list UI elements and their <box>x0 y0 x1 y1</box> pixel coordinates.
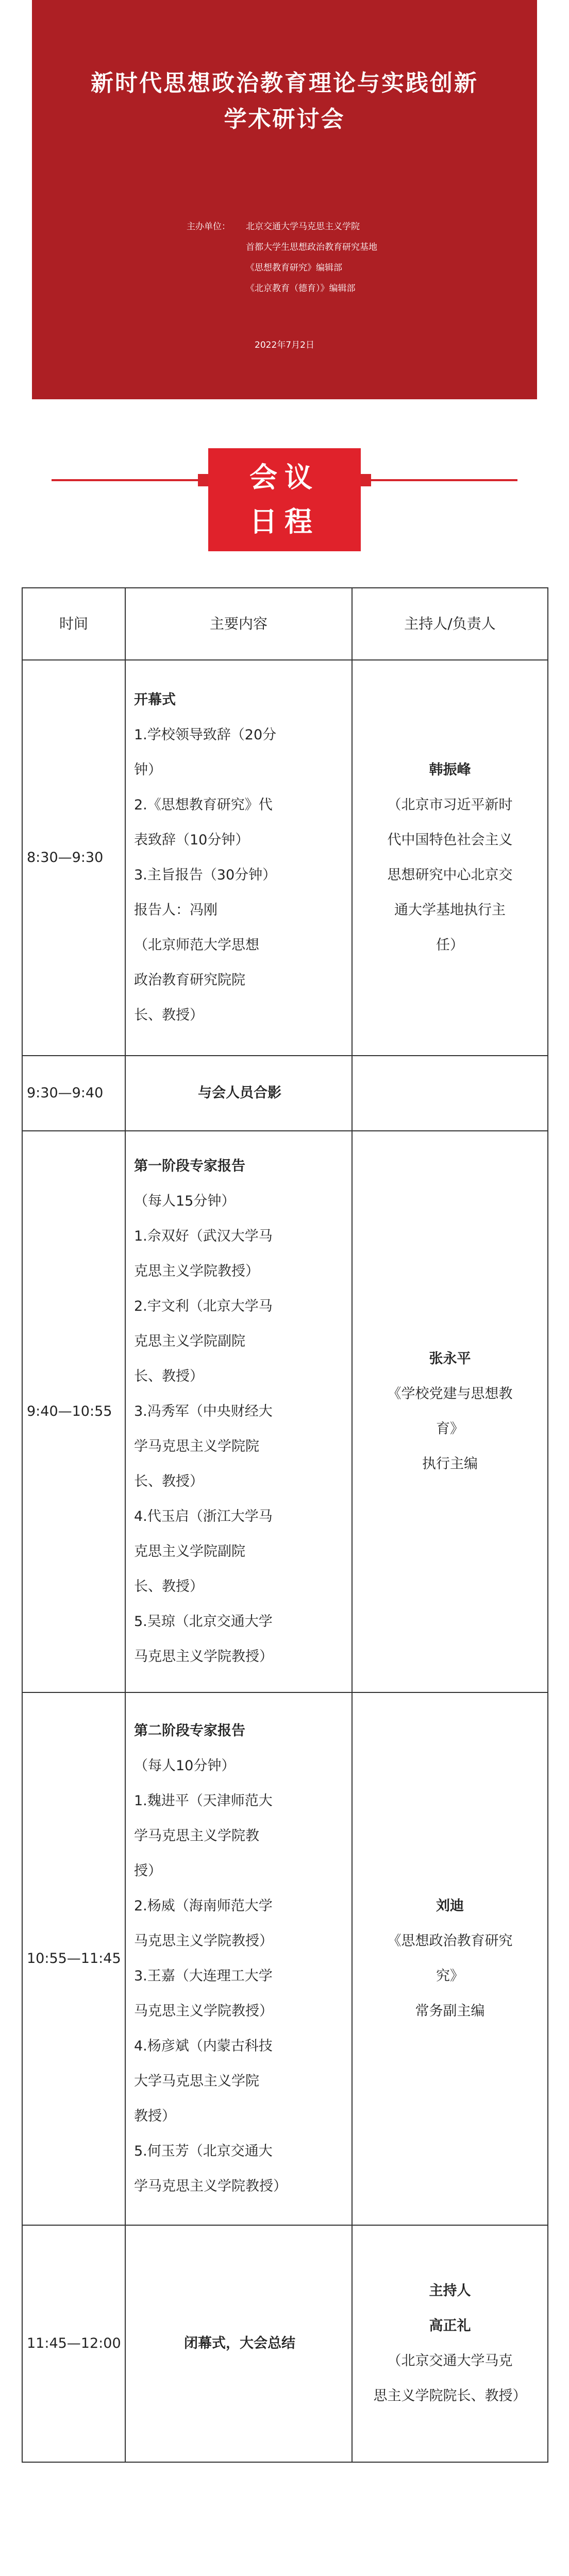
row-host <box>352 2225 548 2462</box>
cell-line: 通大学基地执行主 <box>394 902 506 918</box>
column-header-time: 时间 <box>22 588 125 660</box>
column-header-content: 主要内容 <box>125 588 352 660</box>
cell-line: 2.宇文利（北京大学马 <box>134 1298 273 1314</box>
cell-line: 2.《思想教育研究》代 <box>134 797 273 813</box>
banner-title-line1: 新时代思想政治教育理论与实践创新 <box>91 70 478 96</box>
cell-line: 第二阶段专家报告 <box>134 1723 245 1739</box>
column-header-host: 主持人/负责人 <box>352 588 548 660</box>
organizer-item: 北京交通大学马克思主义学院 <box>246 222 360 232</box>
cell-line: 高正礼 <box>429 2318 471 2334</box>
row-content <box>125 660 352 1056</box>
cell-line: 克思主义学院副院 <box>134 1544 245 1560</box>
table-row <box>22 1131 548 1692</box>
table-header-row <box>22 588 548 660</box>
row-host <box>352 1131 548 1692</box>
cell-line: 3.冯秀军（中央财经大 <box>134 1403 273 1419</box>
row-content <box>125 2225 352 2462</box>
cell-line: 大学马克思主义学院 <box>134 2073 259 2089</box>
cell-line: 与会人员合影 <box>198 1085 281 1101</box>
table-row <box>22 1056 548 1131</box>
cell-line: 克思主义学院副院 <box>134 1333 245 1349</box>
row-time: 8:30—9:30 <box>22 660 125 1056</box>
cell-line: 2.杨威（海南师范大学 <box>134 1898 273 1914</box>
table-row <box>22 1692 548 2225</box>
schedule-table <box>22 587 548 2463</box>
cell-line: 教授） <box>134 2108 176 2124</box>
row-host <box>352 660 548 1056</box>
row-content <box>125 1131 352 1692</box>
row-time: 9:40—10:55 <box>22 1131 125 1692</box>
banner-date: 2022年7月2日 <box>255 340 314 350</box>
cell-line: 《思想政治教育研究 <box>387 1933 513 1949</box>
table-row <box>22 660 548 1056</box>
cell-line: 学马克思主义学院院 <box>134 1438 259 1454</box>
cell-line: 3.主旨报告（30分钟） <box>134 867 277 883</box>
cell-line: 4.杨彦斌（内蒙古科技 <box>134 2038 273 2054</box>
cell-line: 《学校党建与思想教 <box>387 1386 513 1402</box>
cell-line: 表致辞（10分钟） <box>134 832 249 848</box>
cell-line: 1.魏进平（天津师范大 <box>134 1793 273 1809</box>
cell-line: （每人15分钟） <box>134 1193 236 1209</box>
section-title-line2: 日程 <box>249 505 320 538</box>
decor-line-left <box>52 479 206 481</box>
section-title-line1: 会议 <box>249 461 320 494</box>
cell-line: 1.佘双好（武汉大学马 <box>134 1228 273 1244</box>
cell-line: 常务副主编 <box>415 2003 485 2019</box>
cell-line: 韩振峰 <box>429 762 471 778</box>
cell-line: （北京交通大学马克 <box>387 2353 513 2369</box>
cell-line: 政治教育研究院院 <box>134 972 245 988</box>
cell-line: （每人10分钟） <box>134 1758 236 1774</box>
cell-line: 4.代玉启（浙江大学马 <box>134 1509 273 1524</box>
row-time: 9:30—9:40 <box>22 1056 125 1131</box>
organizer-item: 《北京教育（德育）》编辑部 <box>246 283 356 294</box>
cell-line: 张永平 <box>429 1351 471 1367</box>
row-time: 11:45—12:00 <box>22 2225 125 2462</box>
cell-line: 1.学校领导致辞（20分 <box>134 727 277 743</box>
table-row <box>22 2225 548 2462</box>
banner-title-line2: 学术研讨会 <box>224 106 345 132</box>
cell-line: 刘迪 <box>436 1898 464 1914</box>
row-content <box>125 1692 352 2225</box>
cell-line: 执行主编 <box>422 1456 478 1472</box>
cell-line: （北京市习近平新时 <box>387 797 513 813</box>
cell-line: 开幕式 <box>134 692 176 708</box>
section-badge <box>208 448 361 551</box>
cell-line: 思主义学院院长、教授） <box>373 2388 527 2404</box>
organizer-list <box>187 216 496 299</box>
cell-line: 代中国特色社会主义 <box>387 832 513 848</box>
cell-line: 钟） <box>134 762 162 778</box>
cell-line: 思想研究中心北京交 <box>387 867 513 883</box>
cell-line: 马克思主义学院教授） <box>134 1649 273 1665</box>
organizer-label: 主办单位： <box>187 222 230 232</box>
cell-line: 马克思主义学院教授） <box>134 2003 273 2019</box>
cell-line: 学马克思主义学院教 <box>134 1828 259 1844</box>
cell-line: 3.王嘉（大连理工大学 <box>134 1968 273 1984</box>
cell-line: 闭幕式，大会总结 <box>184 2335 295 2351</box>
decor-line-right <box>363 479 517 481</box>
cell-line: 究》 <box>436 1968 464 1984</box>
cell-line: 报告人：冯刚 <box>134 902 217 918</box>
cell-line: 长、教授） <box>134 1007 204 1023</box>
cell-line: 学马克思主义学院教授） <box>134 2178 287 2194</box>
organizer-item: 《思想教育研究》编辑部 <box>246 263 342 273</box>
cell-line: 5.何玉芳（北京交通大 <box>134 2143 273 2159</box>
cell-line: 授） <box>134 1863 162 1879</box>
organizer-item: 首都大学生思想政治教育研究基地 <box>246 242 377 252</box>
cell-line: 克思主义学院教授） <box>134 1263 259 1279</box>
cell-line: 长、教授） <box>134 1368 204 1384</box>
section-header-schedule <box>0 448 569 551</box>
cell-line: 长、教授） <box>134 1579 204 1595</box>
cell-line: 任） <box>436 937 464 953</box>
cell-line: （北京师范大学思想 <box>134 937 259 953</box>
cell-line: 育》 <box>436 1421 464 1437</box>
cell-line: 第一阶段专家报告 <box>134 1158 245 1174</box>
header-banner <box>32 0 537 399</box>
row-host <box>352 1692 548 2225</box>
row-time: 10:55—11:45 <box>22 1692 125 2225</box>
cell-line: 马克思主义学院教授） <box>134 1933 273 1949</box>
row-host <box>352 1056 548 1131</box>
cell-line: 主持人 <box>429 2283 471 2299</box>
cell-line: 长、教授） <box>134 1473 204 1489</box>
row-content <box>125 1056 352 1131</box>
cell-line: 5.吴琼（北京交通大学 <box>134 1614 273 1630</box>
